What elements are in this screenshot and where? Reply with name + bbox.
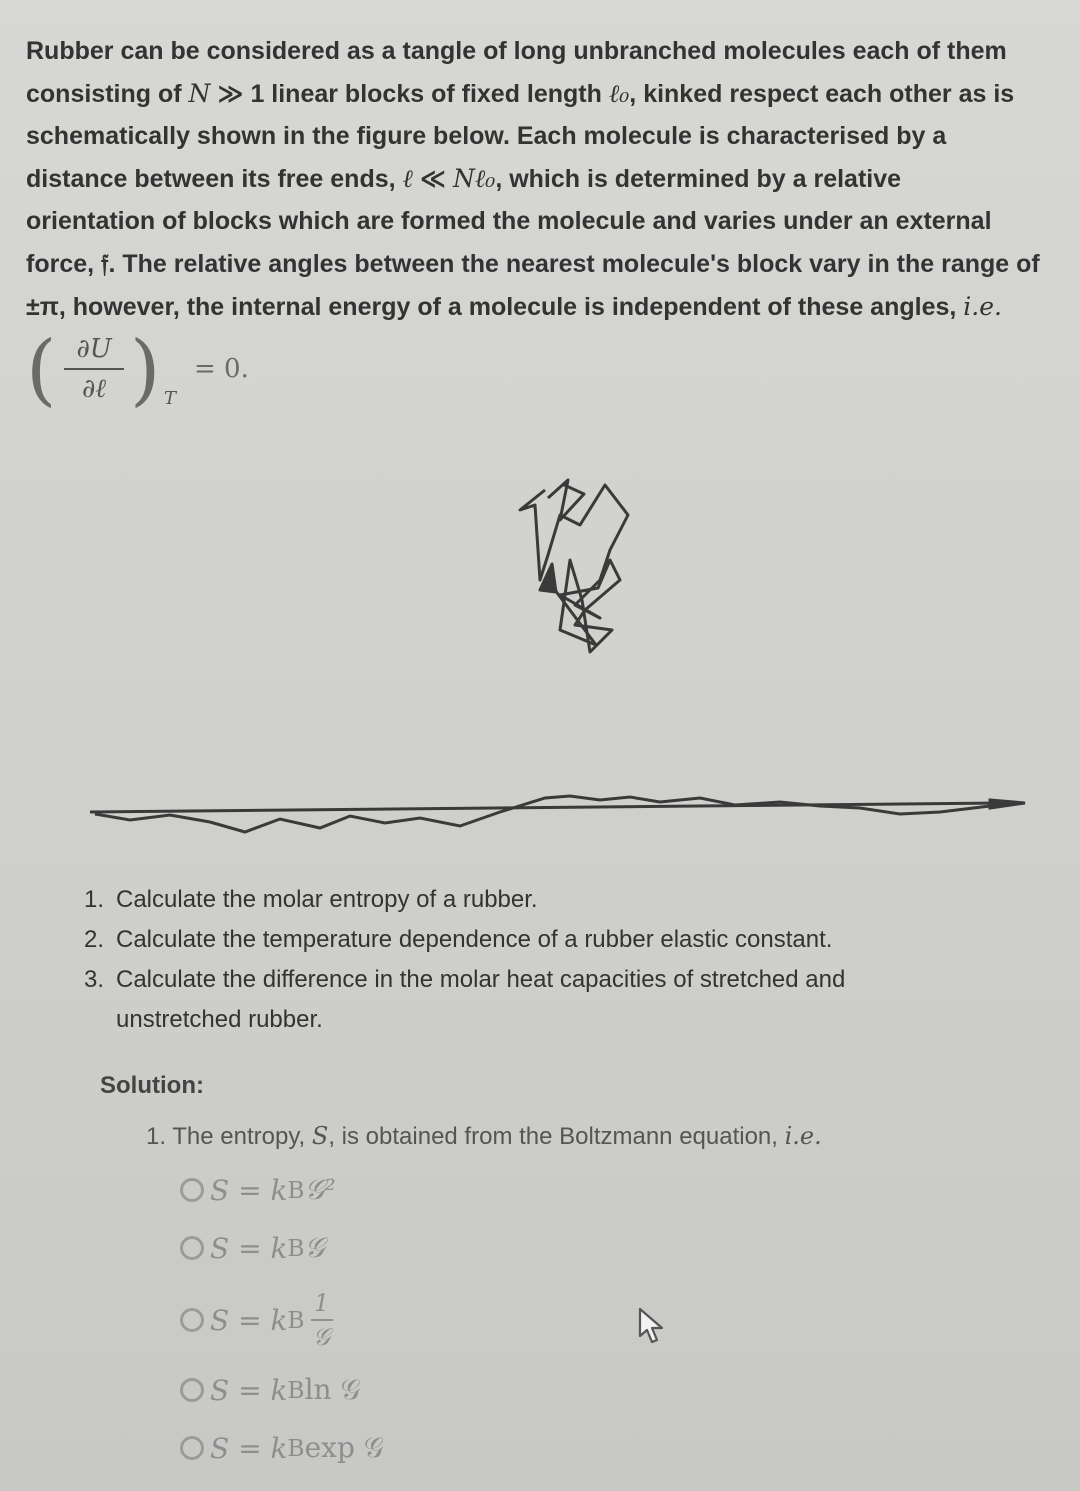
option-fraction: [311, 1289, 333, 1351]
solution-label: Solution:: [100, 1072, 204, 1099]
question-number: 2.: [84, 926, 105, 953]
derivative-fraction: [64, 332, 124, 406]
derivative-numerator: ∂U: [76, 334, 112, 364]
derivative-subscript: T: [164, 388, 177, 409]
option-sub: B: [287, 1176, 305, 1204]
derivative-equals: = 0.: [194, 354, 249, 384]
question-number: 1.: [84, 886, 105, 913]
option-kb-ln-g[interactable]: [180, 1370, 360, 1410]
intro-symbol: N: [188, 78, 211, 108]
intro-text: distance between its free ends,: [26, 164, 403, 193]
intro-text: ≫ 1 linear blocks of fixed length: [210, 79, 609, 108]
option-sub: B: [287, 1376, 305, 1404]
solution-symbol: S: [311, 1122, 329, 1150]
intro-symbol: Nℓ₀: [453, 163, 496, 193]
problem-statement: [26, 30, 1066, 328]
intro-text: Rubber can be considered as a tangle of long unbranched molecules each of them: [26, 37, 1007, 65]
stretched-molecule-drawing: [90, 796, 1025, 832]
option-sub: B: [287, 1434, 305, 1462]
solution-text: 1. The entropy,: [146, 1123, 312, 1150]
option-rhs: ln 𝒢: [304, 1373, 361, 1406]
question-item: [84, 920, 964, 960]
intro-text: orientation of blocks which are formed the molecule and varies under an external: [26, 207, 992, 236]
intro-text: . The relative angles between the nearest molecule's block vary in the range of: [108, 249, 1040, 278]
intro-text: consisting of: [26, 79, 189, 108]
option-lhs: S = k: [210, 1173, 288, 1207]
option-kb-one-over-g[interactable]: [180, 1289, 333, 1351]
right-paren: ): [130, 325, 161, 415]
radio-circle-icon[interactable]: [180, 1436, 204, 1460]
molecule-figure: [0, 440, 1080, 860]
intro-text: , kinked respect each other as is: [629, 79, 1015, 108]
radio-circle-icon[interactable]: [180, 1178, 204, 1202]
question-text: Calculate the difference in the molar heat capacities of stretched and unstretched rubber.: [116, 966, 846, 1033]
intro-text: i.e.: [963, 291, 1002, 321]
option-lhs: S = k: [210, 1231, 288, 1265]
intro-text: , which is determined by a relative: [495, 164, 902, 193]
solution-text: i.e.: [784, 1122, 822, 1150]
intro-text: schematically shown in the figure below. Each molecule is characterised by a: [26, 122, 947, 151]
derivative-denominator: ∂ℓ: [81, 374, 107, 404]
left-paren: (: [26, 325, 57, 415]
mouse-pointer-icon: [636, 1306, 670, 1346]
radio-circle-icon[interactable]: [180, 1236, 204, 1260]
option-lhs: S = k: [210, 1431, 288, 1465]
option-sub: B: [287, 1234, 305, 1262]
solution-step-1: [146, 1122, 822, 1151]
question-item: [84, 960, 964, 1040]
intro-symbol: ±π: [26, 292, 59, 321]
option-kb-g[interactable]: [180, 1228, 325, 1268]
question-text: Calculate the temperature dependence of a rubber elastic constant.: [116, 926, 833, 953]
option-rhs: 𝒢: [304, 1231, 325, 1264]
option-kb-g-squared[interactable]: [180, 1170, 336, 1210]
intro-text: force,: [26, 249, 102, 278]
option-frac-num: 1: [313, 1289, 330, 1317]
intro-symbol: ℓ₀: [608, 78, 630, 108]
option-frac-den: 𝒢: [313, 1323, 331, 1351]
intro-text: , however, the internal energy of a molecule is independent of these angles,: [58, 292, 964, 321]
option-lhs: S = k: [210, 1303, 288, 1337]
intro-text: ≪: [412, 164, 454, 193]
question-text: Calculate the molar entropy of a rubber.: [116, 886, 538, 913]
option-rhs: exp 𝒢: [304, 1431, 384, 1464]
fraction-bar: [311, 1319, 333, 1321]
option-sub: B: [287, 1306, 305, 1334]
radio-circle-icon[interactable]: [180, 1308, 204, 1332]
question-number: 3.: [84, 966, 105, 993]
partial-derivative-equation: [26, 325, 286, 420]
fraction-bar: [64, 368, 124, 370]
option-rhs: 𝒢²: [304, 1173, 336, 1206]
solution-text: , is obtained from the Boltzmann equation,: [328, 1123, 785, 1150]
radio-circle-icon[interactable]: [180, 1378, 204, 1402]
option-kb-exp-g[interactable]: [180, 1428, 384, 1468]
option-lhs: S = k: [210, 1373, 288, 1407]
intro-symbol: 𝔣: [101, 249, 109, 278]
intro-symbol: ℓ: [402, 163, 413, 193]
question-list: [84, 880, 964, 1040]
tangled-molecule-drawing: [520, 480, 628, 652]
question-item: [84, 880, 964, 920]
